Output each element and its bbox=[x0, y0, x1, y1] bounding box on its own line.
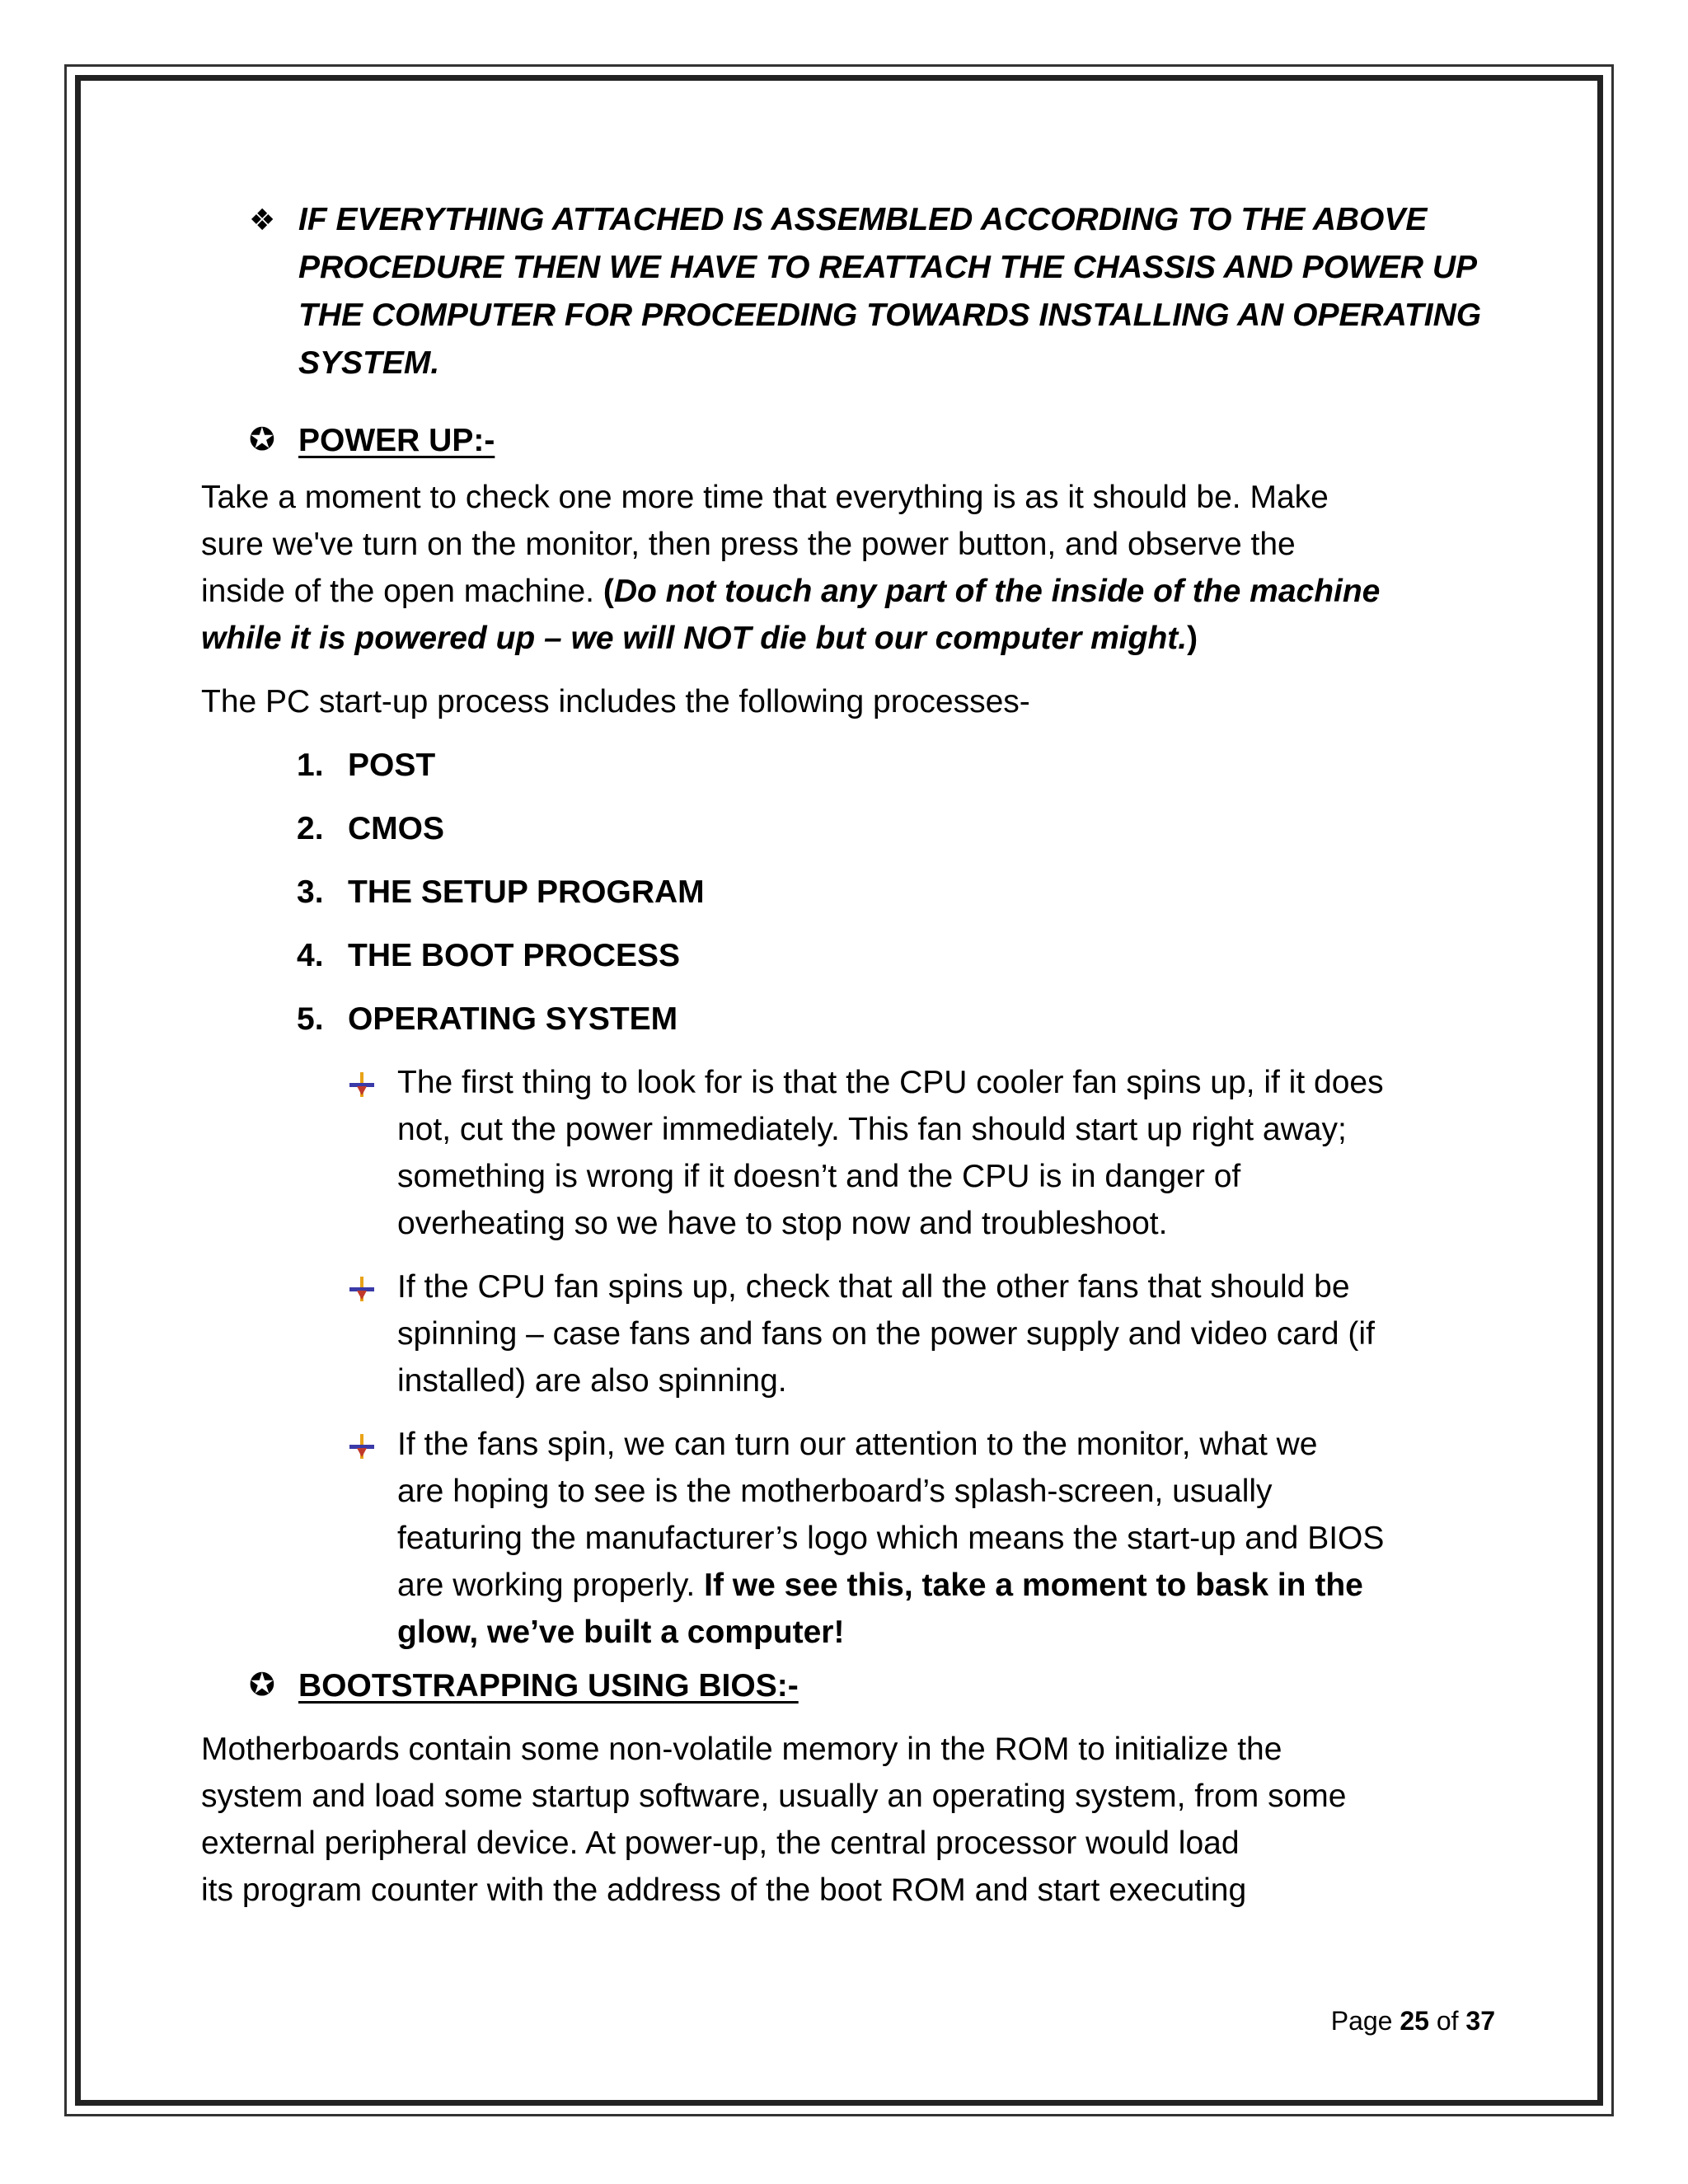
paragraph-text: inside of the open machine. bbox=[201, 574, 603, 609]
paragraph-line: Motherboards contain some non-volatile memory in the ROM to initialize the bbox=[201, 1732, 1282, 1767]
list-item bbox=[201, 1263, 1495, 1404]
bullet-line: If the CPU fan spins up, check that all the other fans that should be bbox=[397, 1269, 1350, 1305]
cross-arrow-bullet-icon bbox=[348, 1275, 376, 1303]
bootstrapping-paragraph bbox=[201, 1726, 1495, 1914]
bullet-line: featuring the manufacturer’s logo which means the start-up and BIOS bbox=[397, 1521, 1385, 1556]
current-page: 25 bbox=[1400, 2006, 1429, 2036]
bullet-line: something is wrong if it doesn’t and the CPU is in danger of bbox=[397, 1159, 1241, 1194]
power-up-heading bbox=[201, 417, 1495, 464]
bullet-line bbox=[397, 1562, 1495, 1609]
total-pages: 37 bbox=[1465, 2006, 1495, 2036]
bullet-text: are working properly. bbox=[397, 1568, 705, 1603]
list-item bbox=[201, 1059, 1495, 1247]
step-label: POST bbox=[348, 748, 436, 783]
emphasis-text: If we see this, take a moment to bask in the bbox=[704, 1568, 1363, 1603]
step-number: 1. bbox=[297, 748, 324, 783]
paragraph-line: external peripheral device. At power-up, the central processor would load bbox=[201, 1825, 1240, 1861]
circled-star-icon: ✪ bbox=[249, 1668, 275, 1703]
startup-intro: The PC start-up process includes the following processes- bbox=[201, 684, 1030, 719]
list-item bbox=[201, 1421, 1495, 1656]
paragraph-line bbox=[201, 615, 1495, 662]
step-label: THE BOOT PROCESS bbox=[348, 938, 681, 973]
paragraph-line: its program counter with the address of the boot ROM and start executing bbox=[201, 1872, 1247, 1908]
step-number: 2. bbox=[297, 811, 324, 846]
step-number: 4. bbox=[297, 938, 324, 973]
power-up-title: POWER UP:- bbox=[298, 423, 495, 458]
bullet-line: are hoping to see is the motherboard’s splash-screen, usually bbox=[397, 1474, 1273, 1509]
bootstrapping-heading bbox=[201, 1662, 1495, 1709]
bullet-line: not, cut the power immediately. This fan should start up right away; bbox=[397, 1112, 1347, 1147]
paragraph-line: system and load some startup software, usually an operating system, from some bbox=[201, 1779, 1347, 1814]
intro-heading-line: THE COMPUTER FOR PROCEEDING TOWARDS INSTALLING AN OPERATING bbox=[298, 298, 1482, 333]
intro-heading-line: IF EVERYTHING ATTACHED IS ASSEMBLED ACCORDING TO THE ABOVE bbox=[298, 202, 1428, 237]
paren-close: ) bbox=[1187, 621, 1198, 656]
of-word: of bbox=[1436, 2006, 1459, 2036]
cross-arrow-bullet-icon bbox=[348, 1071, 376, 1099]
step-number: 3. bbox=[297, 874, 324, 910]
bullet-line: If the fans spin, we can turn our attention to the monitor, what we bbox=[397, 1427, 1318, 1462]
bullet-line: The first thing to look for is that the CPU cooler fan spins up, if it does bbox=[397, 1065, 1384, 1100]
page-word: Page bbox=[1330, 2006, 1393, 2036]
intro-heading bbox=[201, 196, 1495, 387]
emphasis-text: glow, we’ve built a computer! bbox=[397, 1615, 845, 1650]
startup-steps-list bbox=[201, 742, 1495, 1043]
paragraph-line: Take a moment to check one more time that everything is as it should be. Make bbox=[201, 480, 1329, 515]
step-label: CMOS bbox=[348, 811, 444, 846]
list-item bbox=[201, 742, 1495, 789]
bootstrapping-title: BOOTSTRAPPING USING BIOS:- bbox=[298, 1668, 799, 1704]
list-item bbox=[201, 932, 1495, 979]
power-up-paragraph bbox=[201, 474, 1495, 662]
bullet-line: installed) are also spinning. bbox=[397, 1363, 787, 1399]
page-content bbox=[201, 196, 1495, 1914]
circled-star-icon: ✪ bbox=[249, 423, 275, 457]
warning-text: Do not touch any part of the inside of the machine bbox=[613, 574, 1381, 609]
intro-heading-line: SYSTEM. bbox=[298, 345, 440, 381]
paragraph-line: sure we've turn on the monitor, then press the power button, and observe the bbox=[201, 527, 1296, 562]
step-label: THE SETUP PROGRAM bbox=[348, 874, 705, 910]
step-label: OPERATING SYSTEM bbox=[348, 1001, 678, 1037]
step-number: 5. bbox=[297, 1001, 324, 1037]
list-item bbox=[201, 869, 1495, 916]
list-item bbox=[201, 805, 1495, 852]
cross-arrow-bullet-icon bbox=[348, 1432, 376, 1460]
intro-heading-line: PROCEDURE THEN WE HAVE TO REATTACH THE CHASSIS AND POWER UP bbox=[298, 250, 1478, 285]
fan-check-bullets bbox=[201, 1059, 1495, 1656]
bullet-line: overheating so we have to stop now and troubleshoot. bbox=[397, 1206, 1168, 1241]
paren-open: ( bbox=[603, 574, 614, 609]
list-item bbox=[201, 996, 1495, 1043]
warning-text: while it is powered up – we will NOT die but our computer might. bbox=[201, 621, 1188, 656]
paragraph-line bbox=[201, 568, 1495, 615]
page-number bbox=[1286, 2004, 1495, 2037]
diamond-fleuron-icon: ❖ bbox=[249, 203, 276, 237]
bullet-line: spinning – case fans and fans on the power supply and video card (if bbox=[397, 1316, 1375, 1352]
